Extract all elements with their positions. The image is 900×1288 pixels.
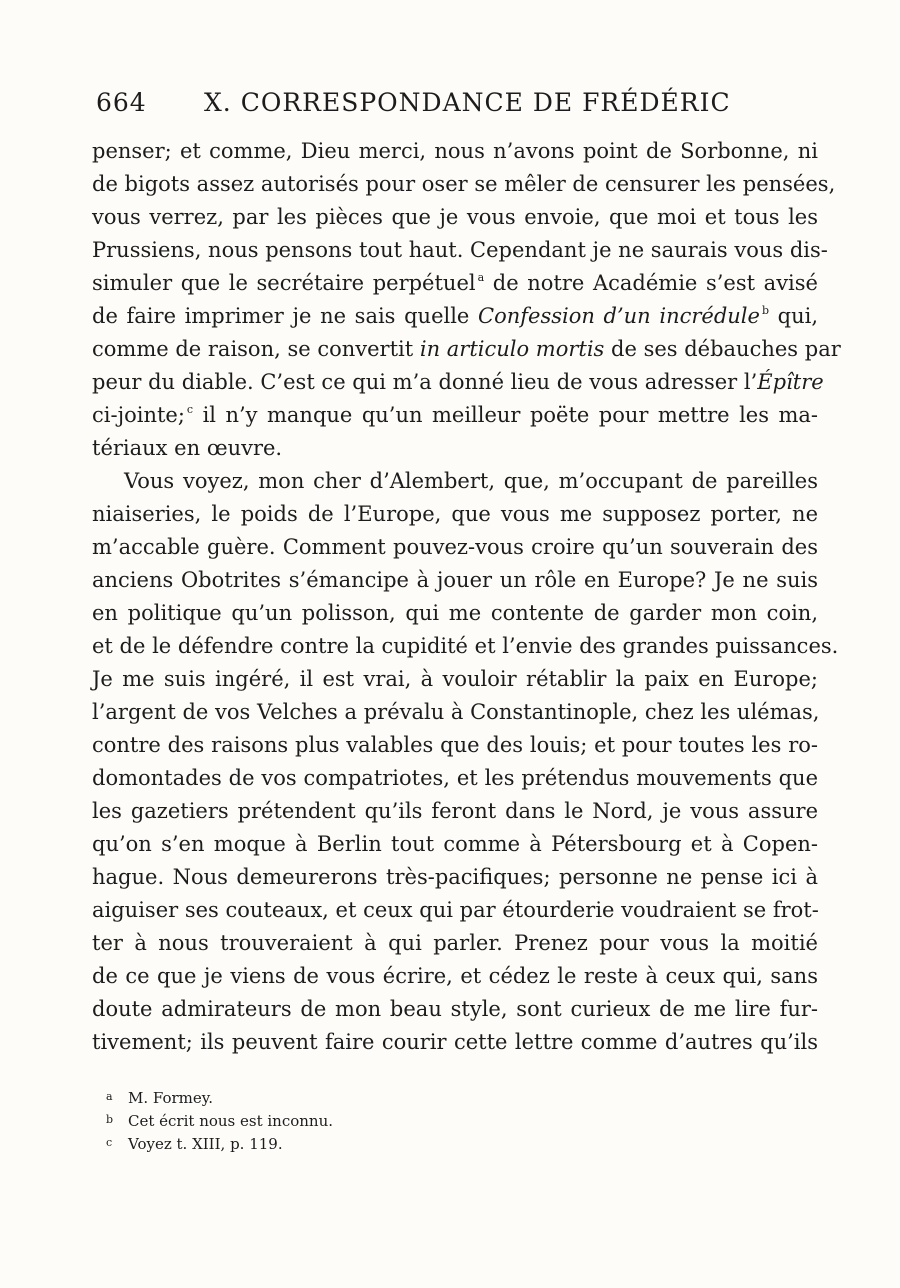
text-segment: de faire imprimer je ne sais quelle xyxy=(92,304,479,328)
text-line: et de le défendre contre la cupidité et l’envie des grandes puissances. xyxy=(92,634,839,658)
text-line: Vous voyez, mon cher d’Alembert, que, m’occupant de pareilles xyxy=(124,469,818,493)
text-line: ter à nous trouveraient à qui parler. Prenez pour vous la moitié xyxy=(92,931,818,955)
paragraph xyxy=(92,465,839,1059)
footnote-mark: a xyxy=(106,1090,113,1103)
footnote xyxy=(106,1086,606,1109)
footnote-ref: c xyxy=(186,403,194,416)
text-line: penser; et comme, Dieu merci, nous n’avons point de Sorbonne, ni xyxy=(92,139,818,163)
text-line: en politique qu’un polisson, qui me contente de garder mon coin, xyxy=(92,601,818,625)
text-segment: ci-jointe; xyxy=(92,403,185,427)
paragraph xyxy=(92,135,841,465)
text-line: Je me suis ingéré, il est vrai, à vouloir rétablir la paix en Europe; xyxy=(92,667,818,691)
text-line: niaiseries, le poids de l’Europe, que vous me supposez porter, ne xyxy=(92,502,818,526)
text-line: contre des raisons plus valables que des louis; et pour toutes les ro- xyxy=(92,733,818,757)
italic-title: Épître xyxy=(757,370,824,394)
footnotes xyxy=(106,1086,606,1155)
text-segment: peur du diable. C’est ce qui m’a donné lieu de vous adresser l’ xyxy=(92,370,758,394)
text-line: de ce que je viens de vous écrire, et cédez le reste à ceux qui, sans xyxy=(92,964,818,988)
italic-title: Confession d’un incrédule xyxy=(478,304,760,328)
footnote xyxy=(106,1109,606,1132)
running-header xyxy=(96,88,736,117)
text-segment: comme de raison, se convertit xyxy=(92,337,420,361)
text-line: qu’on s’en moque à Berlin tout comme à Pétersbourg et à Copen- xyxy=(92,832,818,856)
text-segment: il n’y manque qu’un meilleur poëte pour mettre les ma- xyxy=(193,403,818,427)
footnote-mark: b xyxy=(106,1113,114,1126)
footnote-text: Cet écrit nous est inconnu. xyxy=(128,1112,334,1130)
body-text xyxy=(92,135,841,1059)
text-line xyxy=(92,267,818,300)
text-line xyxy=(92,300,818,333)
text-line: tivement; ils peuvent faire courir cette lettre comme d’autres qu’ils xyxy=(92,1030,818,1054)
footnote-ref: b xyxy=(761,304,769,317)
text-line xyxy=(92,399,818,432)
text-line: les gazetiers prétendent qu’ils feront dans le Nord, je vous assure xyxy=(92,799,818,823)
text-line xyxy=(92,366,824,399)
footnote xyxy=(106,1132,606,1155)
text-line: aiguiser ses couteaux, et ceux qui par étourderie voudraient se frot- xyxy=(92,898,819,922)
text-line: l’argent de vos Velches a prévalu à Constantinople, chez les ulémas, xyxy=(92,700,820,724)
text-line: hague. Nous demeurerons très-pacifiques; personne ne pense ici à xyxy=(92,865,818,889)
text-line xyxy=(92,333,841,366)
page-number: 664 xyxy=(96,88,147,117)
running-title: X. CORRESPONDANCE DE FRÉDÉRIC xyxy=(204,88,731,117)
footnote-text: M. Formey. xyxy=(128,1089,214,1107)
text-line: doute admirateurs de mon beau style, sont curieux de me lire fur- xyxy=(92,997,818,1021)
text-line: de bigots assez autorisés pour oser se mêler de censurer les pensées, xyxy=(92,172,836,196)
text-line: vous verrez, par les pièces que je vous envoie, que moi et tous les xyxy=(92,205,818,229)
text-segment: de notre Académie s’est avisé xyxy=(484,271,818,295)
text-segment: simuler que le secrétaire perpétuel xyxy=(92,271,476,295)
text-segment: qui, xyxy=(768,304,818,328)
text-line: m’accable guère. Comment pouvez-vous croire qu’un souverain des xyxy=(92,535,818,559)
text-segment: de ses débauches par xyxy=(604,337,841,361)
text-line: Prussiens, nous pensons tout haut. Cependant je ne saurais vous dis- xyxy=(92,238,828,262)
italic-phrase: in articulo mortis xyxy=(419,337,605,361)
text-line: tériaux en œuvre. xyxy=(92,436,283,460)
text-line: anciens Obotrites s’émancipe à jouer un rôle en Europe? Je ne suis xyxy=(92,568,818,592)
footnote-text: Voyez t. XIII, p. 119. xyxy=(128,1135,283,1153)
footnote-mark: c xyxy=(106,1136,113,1149)
text-line: domontades de vos compatriotes, et les prétendus mouvements que xyxy=(92,766,818,790)
footnote-ref: a xyxy=(477,271,485,284)
